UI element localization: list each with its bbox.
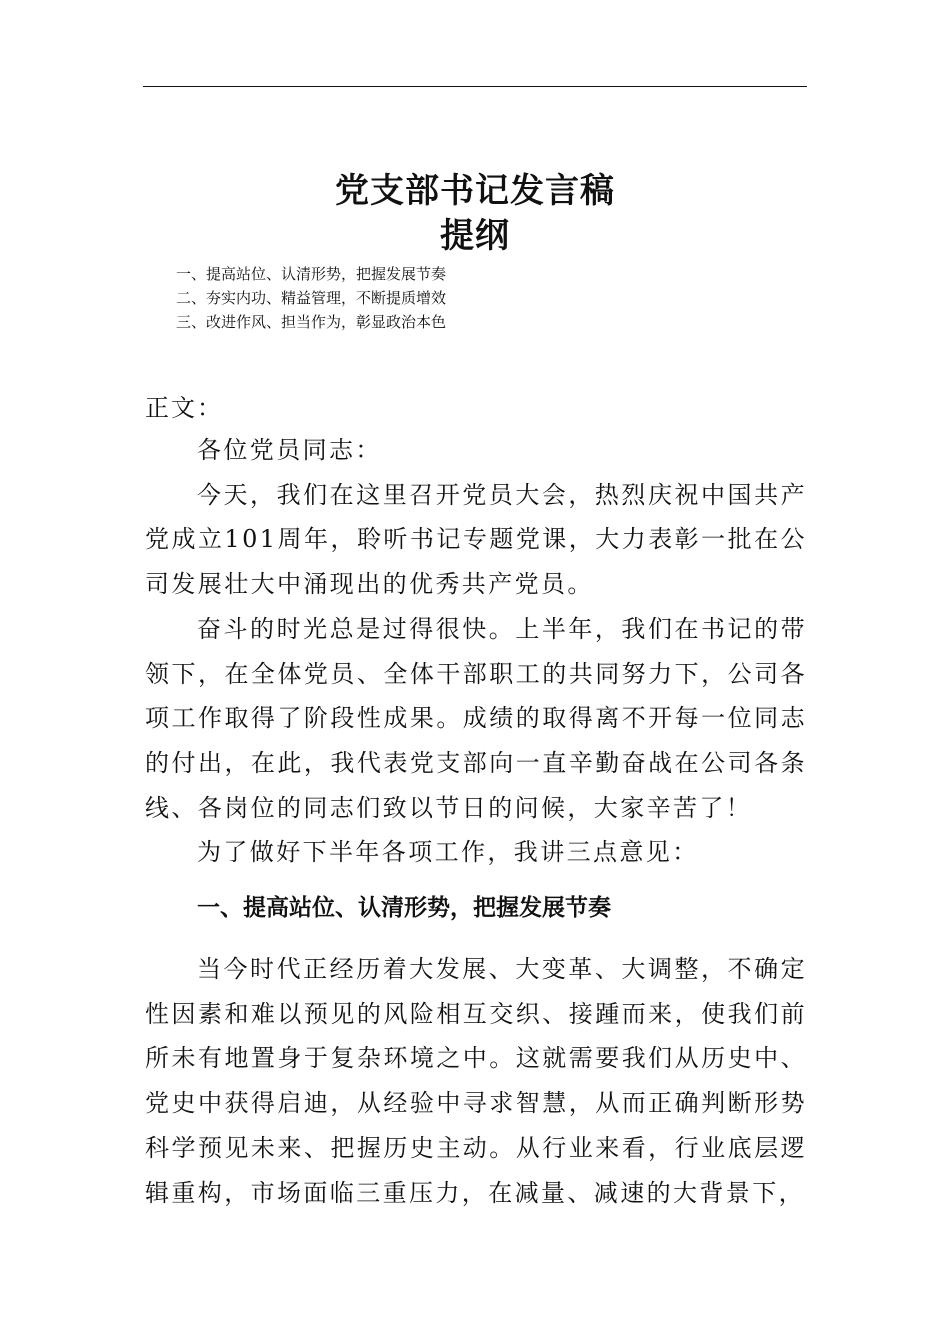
document-subtitle: 提纲 bbox=[440, 216, 510, 256]
body-section-a bbox=[145, 428, 807, 875]
section-heading: 一、提高站位、认清形势，把握发展节奏 bbox=[197, 895, 611, 921]
paragraph: 今天，我们在这里召开党员大会，热烈庆祝中国共产党成立101周年，聆听书记专题党课，大力表彰一批在公司发展壮大中涌现出的优秀共产党员。 bbox=[145, 480, 807, 599]
outline-item: 三、改进作风、担当作为，彰显政治本色 bbox=[176, 313, 447, 331]
paragraph: 当今时代正经历着大发展、大变革、大调整，不确定性因素和难以预见的风险相互交织、接踵而来，使我们前所未有地置身于复杂环境之中。这就需要我们从历史中、党史中获得启迪，从经验中寻求智慧，从而正确判断形势科学预见未来、把握历史主动。从行业来看，行业底层逻辑重构，市场面临三重压力，在减量、减速的大背景下， bbox=[145, 955, 807, 1207]
outline-item: 二、夯实内功、精益管理，不断提质增效 bbox=[176, 289, 447, 307]
outline-item: 一、提高站位、认清形势，把握发展节奏 bbox=[176, 265, 447, 283]
document-title: 党支部书记发言稿 bbox=[335, 171, 615, 211]
paragraph: 奋斗的时光总是过得很快。上半年，我们在书记的带领下，在全体党员、全体干部职工的共同努力下，公司各项工作取得了阶段性成果。成绩的取得离不开每一位同志的付出，在此，我代表党支部向一直辛勤奋战在公司各条线、各岗位的同志们致以节日的问候，大家辛苦了！ bbox=[145, 614, 807, 822]
paragraph: 为了做好下半年各项工作，我讲三点意见： bbox=[197, 838, 699, 867]
body-section-b bbox=[145, 947, 807, 1215]
salutation: 各位党员同志： bbox=[197, 436, 382, 464]
header-rule bbox=[143, 86, 807, 87]
outline-list bbox=[176, 262, 446, 334]
body-label: 正文： bbox=[145, 394, 223, 422]
